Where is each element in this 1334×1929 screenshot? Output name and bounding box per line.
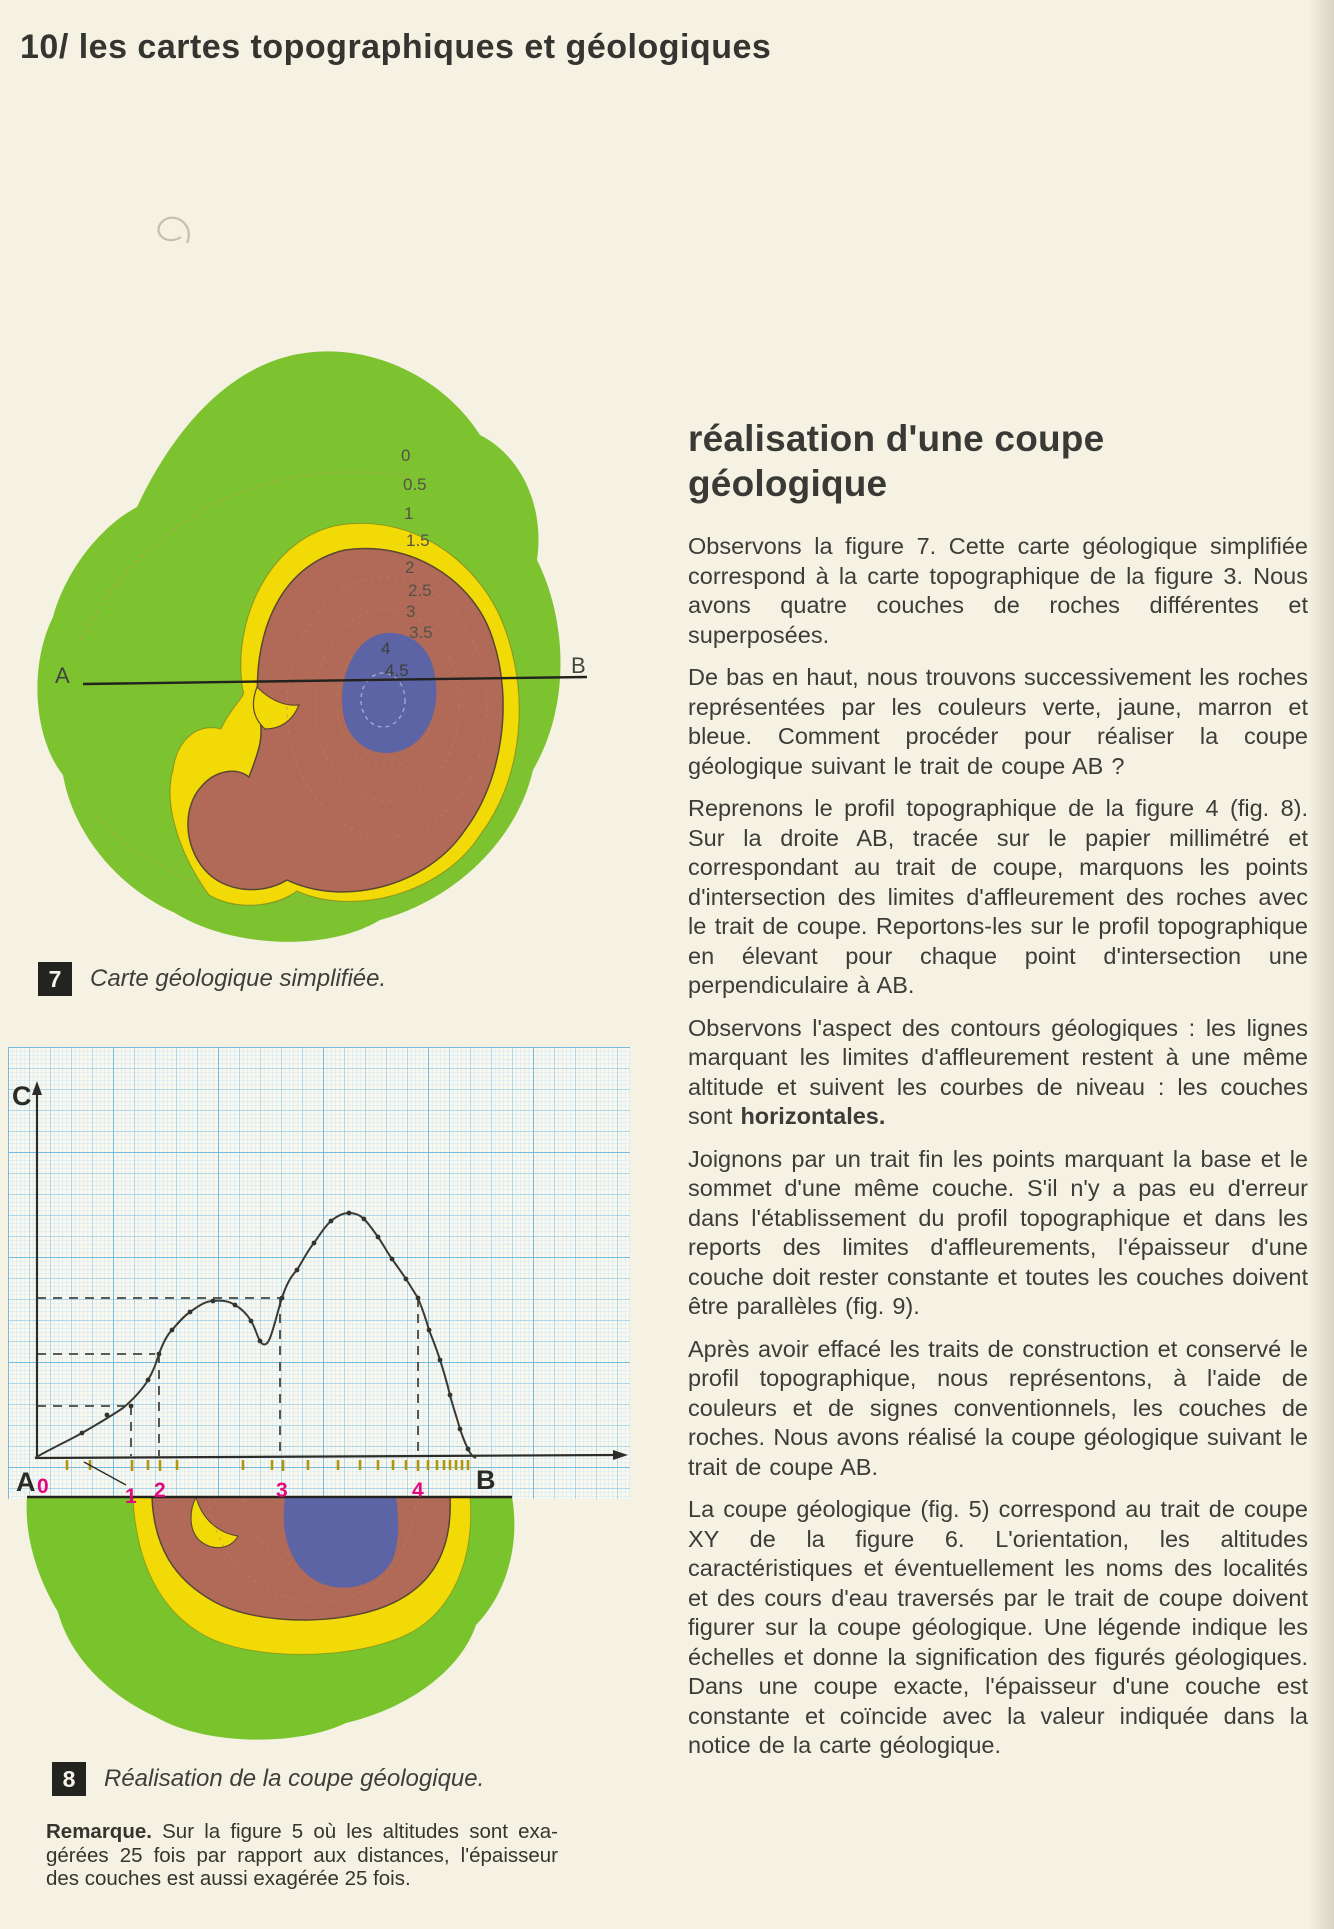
axis-number-3: 3	[276, 1479, 288, 1502]
remark-lead: Remarque.	[46, 1820, 152, 1843]
paragraph-1: Observons la figure 7. Cette carte géologique simplifiée correspond à la carte topographique de la figure 3. Nous avons quatre couches de roches différentes et superposées.	[688, 533, 1308, 648]
paragraph-2: De bas en haut, nous trouvons successivement les roches représentées par les couleurs verte, jaune, marron et bleue. Comment procéder pour réaliser la coupe géologique suivant le trait de coupe AB ?	[688, 664, 1308, 779]
paragraph-3: Reprenons le profil topographique de la figure 4 (fig. 8). Sur la droite AB, tracée sur le papier millimétré et correspondant au trait de coupe, marquons les points d'intersection des limites d'affleurement des roches avec le trait de coupe. Reportons-les sur le profil topographique en élevant pour chaque point d'intersection une perpendiculaire à AB.	[688, 795, 1308, 998]
section-heading: réalisation d'une coupe géologique	[688, 418, 1105, 504]
map7-contour-label: 2.5	[408, 581, 432, 600]
figure7-caption	[38, 962, 386, 996]
squiggle-stroke	[158, 218, 188, 243]
figure8-profile-construction	[8, 1047, 634, 1757]
fig8-label-c: C	[12, 1081, 32, 1111]
figure8-badge: 8	[52, 1762, 86, 1796]
map7-contour-label: 3	[406, 602, 416, 621]
figure7-badge: 7	[38, 962, 72, 996]
remark-note	[46, 1820, 558, 1891]
fig8-label-b: B	[476, 1465, 496, 1495]
article-column	[688, 416, 1308, 1774]
paragraph-6: Après avoir effacé les traits de construction et conservé le profil topographique, nous représentons, à l'aide de couleurs et de signes conventionnels, les couches de roches. Nous avons réalisé la coupe géologique suivant le trait de coupe AB.	[688, 1335, 1308, 1480]
map7-label-b: B	[571, 653, 586, 678]
figure8-caption	[52, 1762, 484, 1796]
figure7-geological-map	[25, 335, 597, 973]
paragraph-4-bold: horizontales.	[740, 1103, 886, 1129]
map7-contour-label: 1	[404, 504, 414, 523]
figure7-caption-text: Carte géologique simplifiée.	[90, 965, 387, 992]
map7-contour-label: 3.5	[409, 623, 433, 642]
pencil-squiggle	[135, 195, 215, 265]
axis-number-1: 1	[125, 1485, 137, 1508]
map7-label-a: A	[55, 663, 70, 688]
map7-contour-label: 4.5	[385, 661, 409, 680]
map7-contour-label: 2	[405, 558, 415, 577]
map7-contour-label: 0	[401, 446, 411, 465]
map7-contour-label: 4	[381, 639, 391, 658]
figure8-caption-text: Réalisation de la coupe géologique.	[104, 1765, 485, 1792]
remark-text: Sur la figure 5 où les altitudes sont exa-gérées 25 fois par rapport aux distances, l'épaisseur des couches est aussi exagérée 25 fois.	[46, 1820, 558, 1890]
graph-paper-cm-grid	[8, 1047, 630, 1499]
map7-contour-label: 1.5	[406, 531, 430, 550]
page-edge-shadow	[1308, 0, 1334, 1929]
map7-contour-label: 0.5	[403, 475, 427, 494]
page-title: 10/ les cartes topographiques et géologiques	[20, 28, 772, 66]
fig8-label-a: A	[16, 1467, 36, 1497]
paragraph-4-text: Observons l'aspect des contours géologiques : les lignes marquant les limites d'affleurement restent à une même altitude et suivent les courbes de niveau : les couches sont	[688, 1014, 1308, 1129]
axis-number-2: 2	[154, 1479, 166, 1502]
axis-number-4: 4	[412, 1479, 424, 1502]
paragraph-7: La coupe géologique (fig. 5) correspond au trait de coupe XY de la figure 6. L'orientation, les altitudes caractéristiques et éventuellement les noms des localités et des cours d'eau traversés par le trait de coupe doivent figurer sur la coupe géologique. Une légende indique les échelles et donne la signification des figurés géologiques. Dans une coupe exacte, l'épaisseur d'une couche est constante et coïncide avec la valeur indiquée dans la notice de la carte géologique.	[688, 1496, 1308, 1758]
paragraph-5: Joignons par un trait fin les points marquant la base et le sommet d'une même couche. S'il n'y a pas eu d'erreur dans l'établissement du profil topographique et dans les reports des limites d'affleurements, l'épaisseur d'une couche doit rester constante et toutes les couches doivent être parallèles (fig. 9).	[688, 1145, 1308, 1319]
axis-number-0: 0	[37, 1475, 49, 1498]
paragraph-4	[688, 1014, 1308, 1132]
